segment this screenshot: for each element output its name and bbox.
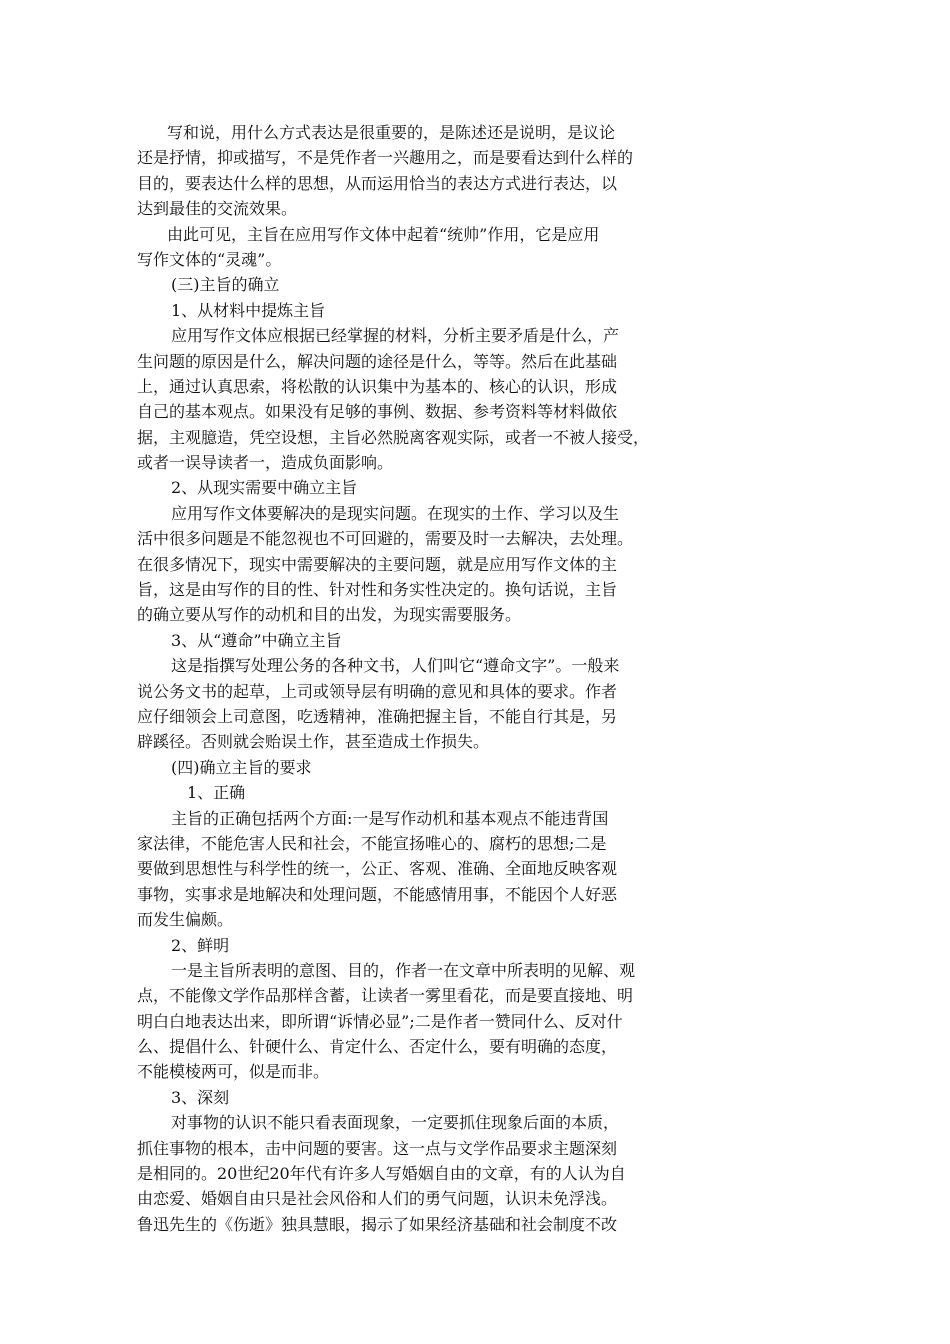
text-line: 一是主旨所表明的意图、目的，作者一在文章中所表明的见解、观 bbox=[171, 960, 636, 980]
text-line: 还是抒情，抑或描写，不是凭作者一兴趣用之，而是要看达到什么样的 bbox=[137, 148, 634, 168]
text-line: 3、从“遵命”中确立主旨 bbox=[171, 630, 342, 650]
text-line: 说公务文书的起草，上司或领导层有明确的意见和具体的要求。作者 bbox=[137, 681, 618, 701]
text-line: 写作文体的“灵魂”。 bbox=[137, 249, 282, 269]
text-line: 或者一误导读者一，造成负面影响。 bbox=[137, 453, 394, 473]
text-line: 是相同的。20世纪20年代有许多人写婚姻自由的文章，有的人认为自 bbox=[137, 1164, 626, 1184]
text-line: 自己的基本观点。如果没有足够的事例、数据、参考资料等材料做依 bbox=[137, 402, 618, 422]
text-line: 由此可见，主旨在应用写作文体中起着“统帅”作用，它是应用 bbox=[167, 224, 600, 244]
text-line: (四)确立主旨的要求 bbox=[171, 757, 312, 777]
text-line: 应用写作文体要解决的是现实问题。在现实的土作、学习以及生 bbox=[171, 503, 620, 523]
text-line: 点，不能像文学作品那样含蓄，让读者一雾里看花，而是要直接地、明 bbox=[137, 986, 634, 1006]
text-line: 在很多情况下，现实中需要解决的主要问题，就是应用写作文体的主 bbox=[137, 554, 618, 574]
text-line: 生问题的原因是什么，解决问题的途径是什么，等等。然后在此基础 bbox=[137, 351, 618, 371]
text-line: 事物，实事求是地解决和处理问题，不能感情用事，不能因个人好恶 bbox=[137, 884, 618, 904]
text-line: 由恋爱、婚姻自由只是社会风俗和人们的勇气问题，认识未免浮浅。 bbox=[137, 1189, 618, 1209]
text-line: 要做到思想性与科学性的统一，公正、客观、准确、全面地反映客观 bbox=[137, 859, 618, 879]
text-line: 3、深刻 bbox=[171, 1087, 230, 1107]
text-line: 上，通过认真思索，将松散的认识集中为基本的、核心的认识，形成 bbox=[137, 376, 618, 396]
text-line: 应仔细领会上司意图，吃透精神，准确把握主旨，不能自行其是，另 bbox=[137, 706, 618, 726]
text-line: 据，主观臆造，凭空设想，主旨必然脱离客观实际，或者一不被人接受， bbox=[137, 427, 650, 447]
text-line: 的确立要从写作的动机和目的出发，为现实需要服务。 bbox=[137, 605, 522, 625]
text-line: 应用写作文体应根据已经掌握的材料，分析主要矛盾是什么，产 bbox=[171, 326, 620, 346]
text-line: 不能模棱两可，似是而非。 bbox=[137, 1062, 330, 1082]
text-line: 活中很多问题是不能忽视也不可回避的，需要及时一去解决，去处理。 bbox=[137, 529, 634, 549]
text-line: 家法律，不能危害人民和社会，不能宣扬唯心的、腐朽的思想;二是 bbox=[137, 833, 607, 853]
text-line: (三)主旨的确立 bbox=[171, 275, 280, 295]
text-line: 写和说，用什么方式表达是很重要的，是陈述还是说明，是议论 bbox=[167, 123, 616, 142]
text-line: 主旨的正确包括两个方面:一是写作动机和基本观点不能违背国 bbox=[171, 808, 609, 828]
text-line: 而发生偏颇。 bbox=[137, 910, 234, 930]
text-line: 2、鲜明 bbox=[171, 935, 230, 955]
text-line: 明白白地表达出来，即所谓“诉情必显”;二是作者一赞同什么、反对什 bbox=[137, 1011, 623, 1031]
body-text bbox=[137, 120, 677, 1237]
text-line: 旨，这是由写作的目的性、针对性和务实性决定的。换句话说，主旨 bbox=[137, 580, 618, 600]
text-line: 2、从现实需要中确立主旨 bbox=[171, 478, 358, 498]
text-line: 抓住事物的根本，击中问题的要害。这一点与文学作品要求主题深刻 bbox=[137, 1138, 618, 1158]
text-line: 目的，要表达什么样的思想，从而运用恰当的表达方式进行表达，以 bbox=[137, 173, 618, 193]
text-line: 这是指撰写处理公务的各种文书，人们叫它“遵命文字”。一般来 bbox=[171, 656, 620, 676]
text-line: 达到最佳的交流效果。 bbox=[137, 199, 298, 219]
text-line: 1、正确 bbox=[187, 783, 246, 803]
text-line: 辟蹊径。否则就会贻误土作，甚至造成土作损失。 bbox=[137, 732, 490, 752]
text-line: 1、从材料中提炼主旨 bbox=[171, 300, 326, 320]
text-line: 鲁迅先生的《伤逝》独具慧眼，揭示了如果经济基础和社会制度不改 bbox=[137, 1214, 618, 1234]
text-line: 对事物的认识不能只看表面现象，一定要抓住现象后面的本质， bbox=[171, 1113, 620, 1133]
text-line: 么、提倡什么、针硬什么、肯定什么、否定什么，要有明确的态度， bbox=[137, 1037, 618, 1057]
